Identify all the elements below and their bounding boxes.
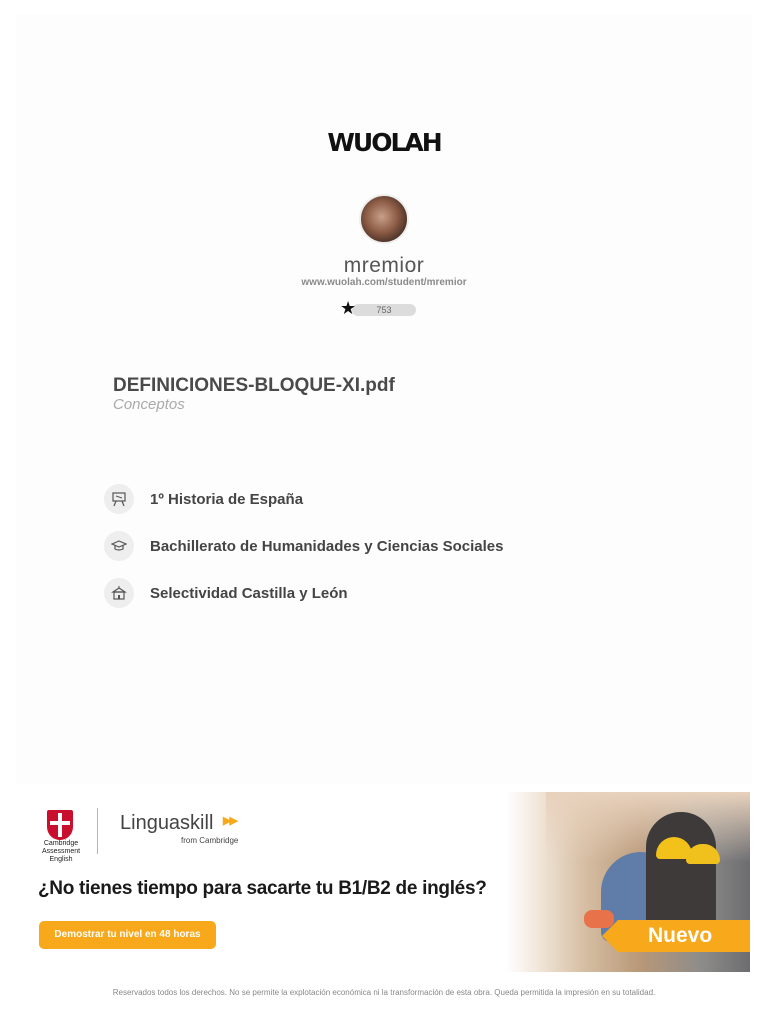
from-cambridge: from Cambridge [181,836,239,845]
avatar[interactable] [359,194,409,244]
ad-new-badge: Nuevo [618,920,750,952]
document-title: DEFINICIONES-BLOQUE-XI.pdf [113,375,395,396]
star-icon: ★ [340,298,357,318]
linguaskill-ad-banner[interactable] [16,792,750,972]
ad-divider [97,808,98,854]
info-label-subject: 1º Historia de España [150,490,304,508]
ad-cta-button[interactable]: Demostrar tu nivel en 48 horas [39,921,216,949]
ad-headline: ¿No tienes tiempo para sacarte tu B1/B2 de inglés? [38,878,487,899]
wuolah-logo[interactable]: WUOLAH [327,128,441,157]
info-row-university[interactable] [104,578,348,608]
info-row-subject[interactable] [104,484,303,514]
info-label-university: Selectividad Castilla y León [150,584,348,602]
presentation-board-icon [104,484,134,514]
username[interactable]: mremior [343,254,425,277]
info-row-degree[interactable] [104,531,503,561]
karma-value: 753 [376,305,392,315]
info-label-degree: Bachillerato de Humanidades y Ciencias Sociales [150,537,504,555]
cambridge-crest-icon [47,810,73,840]
double-arrow-icon: ▶▶ [223,815,236,827]
karma-badge [340,298,418,318]
graduation-cap-icon [104,531,134,561]
cambridge-brand: Cambridge Assessment English [41,840,81,863]
document-subtitle: Conceptos [113,396,185,413]
linguaskill-logo: Linguaskill [120,812,214,834]
profile-url[interactable]: www.wuolah.com/student/mremior [301,277,467,288]
copyright-footer: Reservados todos los derechos. No se permite la explotación económica ni la transformación de esta obra. Queda permitida la impresión en su totalidad. [112,988,656,997]
school-building-icon [104,578,134,608]
